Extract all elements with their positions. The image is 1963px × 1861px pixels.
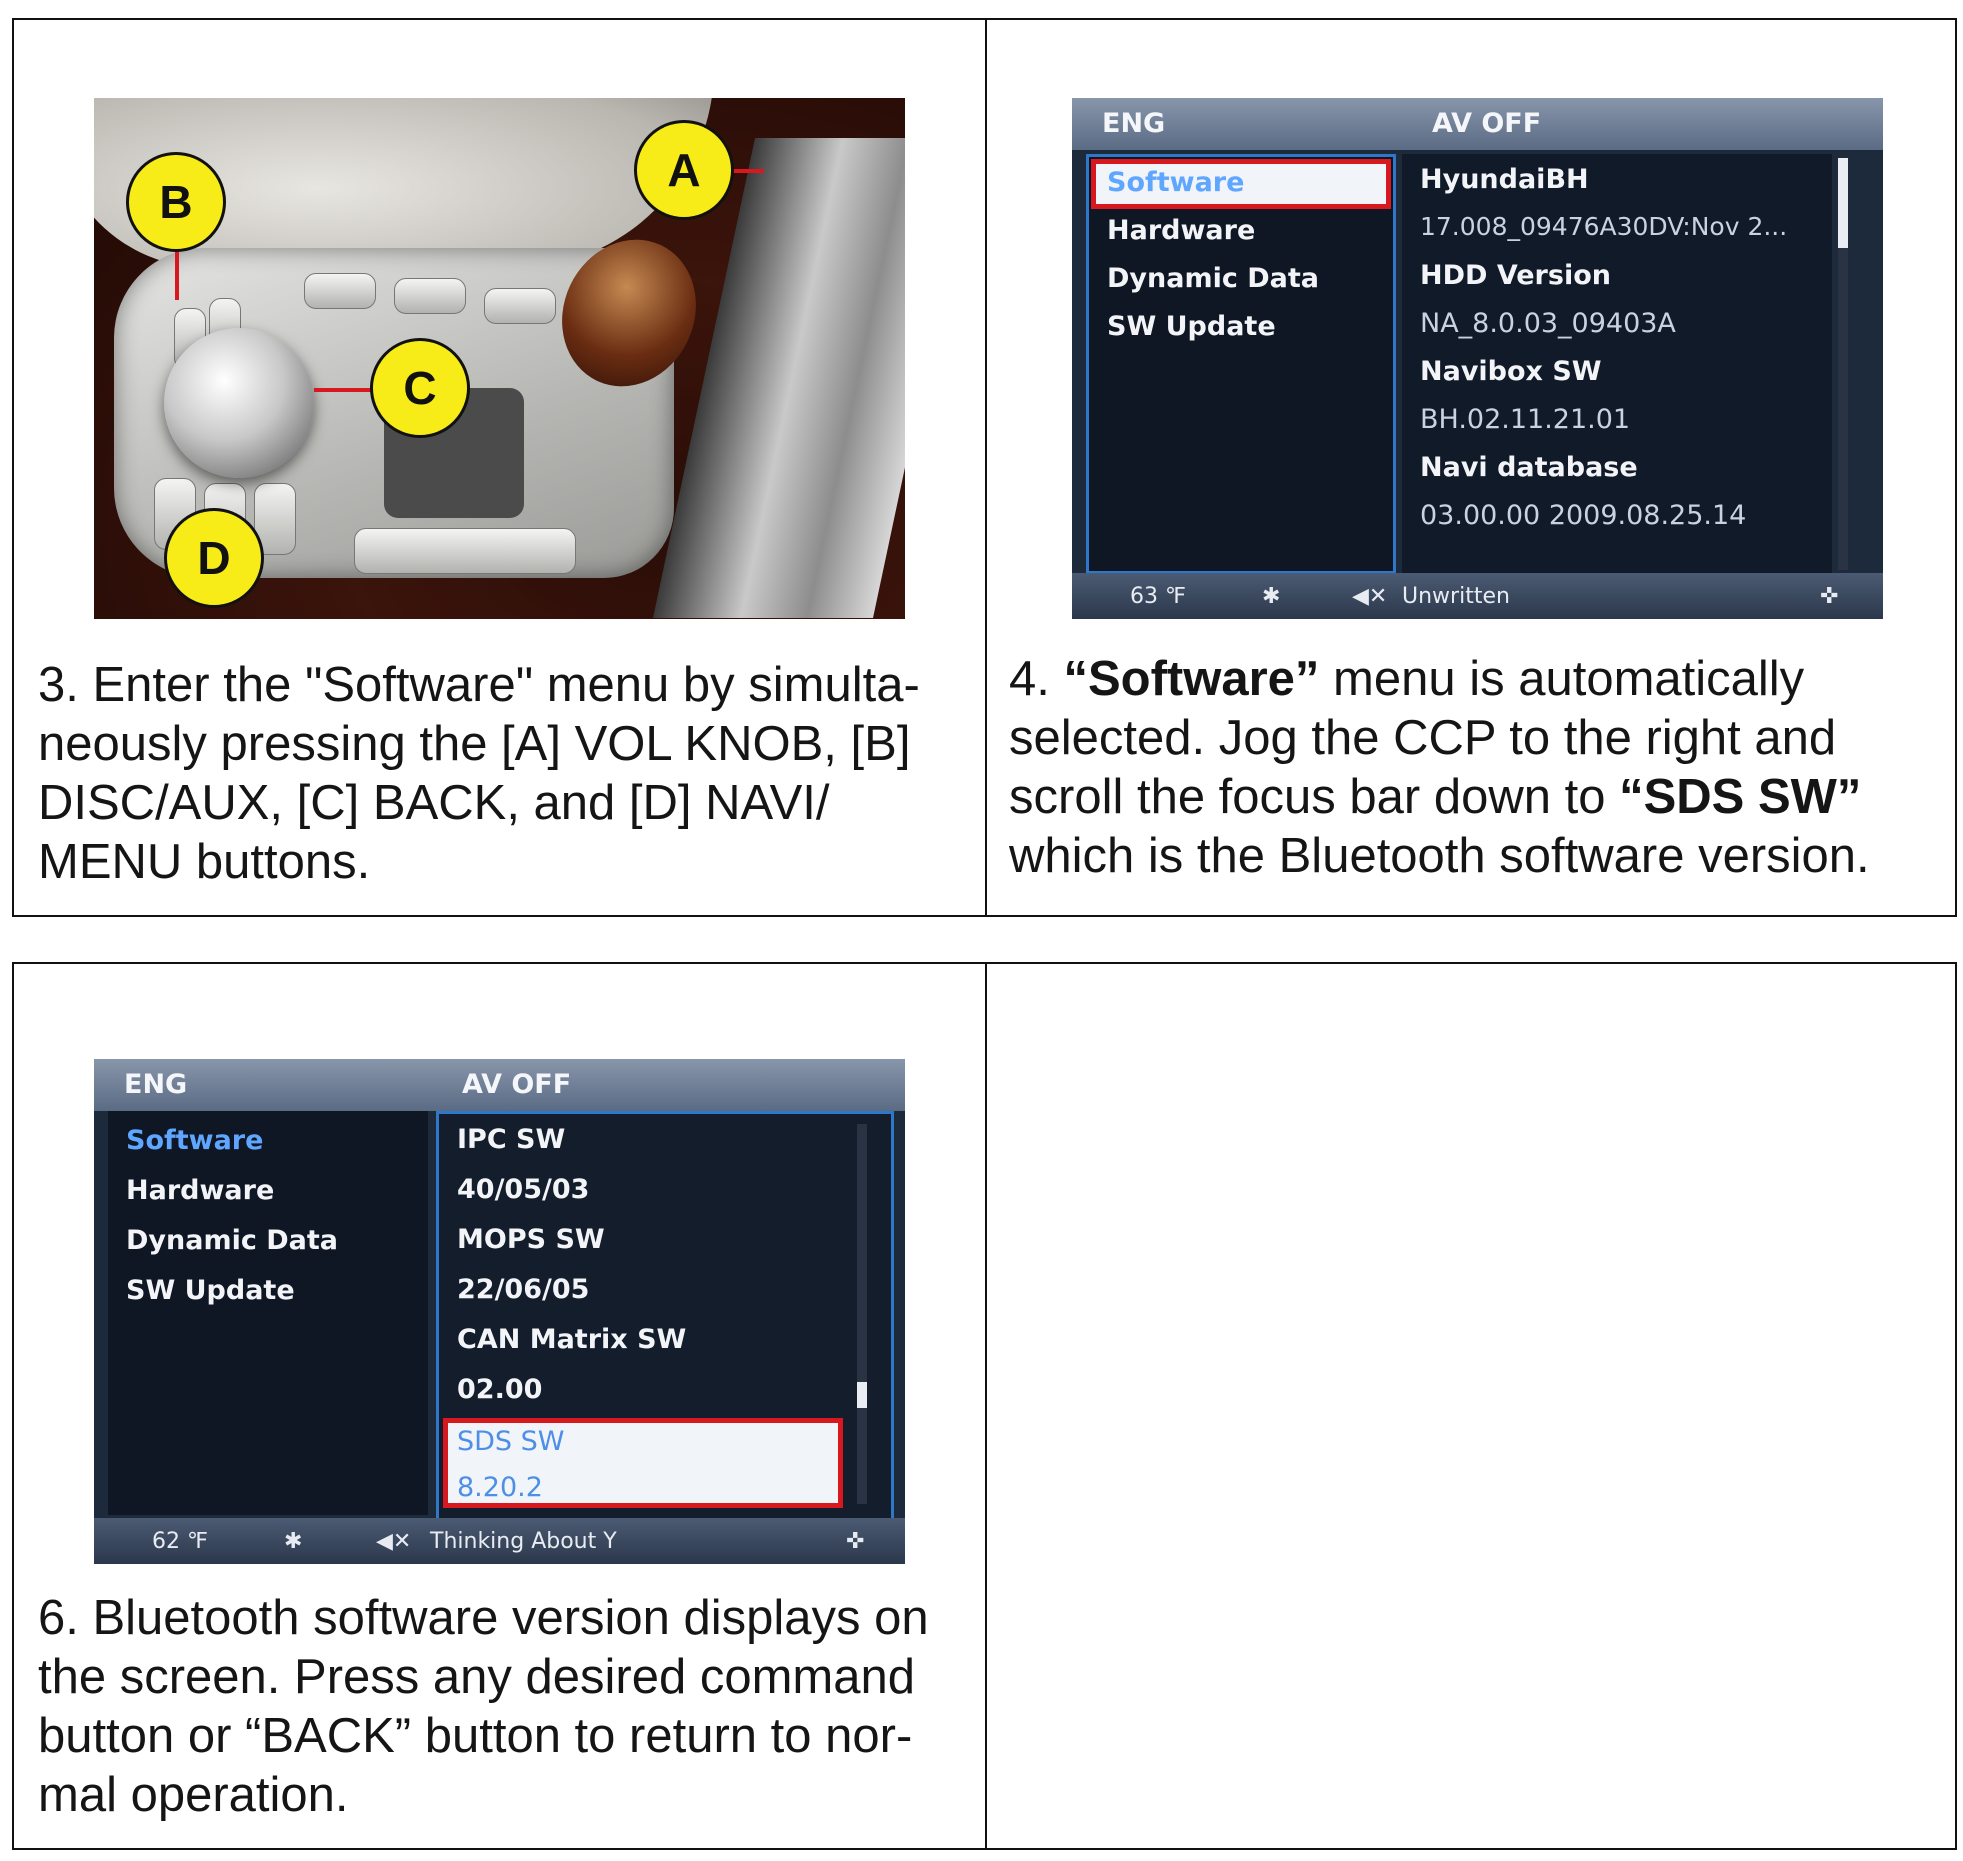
navigation-cross-icon: ✜ [1820,584,1839,609]
software-menu-screen [1072,98,1883,619]
temperature: 63 ℉ [1130,584,1186,609]
track-title: Thinking About Y [430,1529,617,1554]
menu-item-sw-update[interactable]: SW Update [1107,311,1276,342]
scrollbar-thumb[interactable] [1838,158,1848,248]
detail-list [436,1111,894,1521]
empty-cell [987,964,1955,1848]
panel-button-row [354,528,576,574]
caption-line: 6. Bluetooth software version displays on [38,1591,929,1645]
callout-c: C [370,338,470,438]
callout-b: B [126,152,226,252]
callout-c-leader [314,388,374,392]
caption-line: button or “BACK” button to return to nor- [38,1709,913,1763]
menu-item-hardware[interactable]: Hardware [1107,215,1256,246]
panel-button [394,278,466,314]
menu-item-dynamic-data[interactable]: Dynamic Data [126,1225,339,1256]
jog-knob [164,328,314,478]
callout-a: A [634,120,734,220]
callout-d: D [164,508,264,608]
caption-line: 3. Enter the "Software" menu by simulta- [38,658,920,712]
av-status: AV OFF [1432,108,1542,139]
status-bar [1072,573,1883,619]
step-3-cell [14,20,987,915]
step-6-caption [38,1589,929,1825]
detail-list [1402,154,1832,574]
detail-row: NA_8.0.03_09403A [1420,308,1676,339]
panel-button [304,273,376,309]
language-label: ENG [124,1069,188,1100]
instruction-table-bottom [12,962,1957,1850]
caption-bold-sds-sw: “SDS SW” [1619,770,1862,824]
navigation-cross-icon: ✜ [846,1529,865,1554]
detail-row: HyundaiBH [1420,164,1589,195]
caption-text: scroll the focus bar down to [1009,770,1620,824]
detail-row-selected[interactable]: 8.20.2 [457,1472,543,1503]
menu-item-sw-update[interactable]: SW Update [126,1275,295,1306]
track-title: Unwritten [1402,584,1510,609]
bluetooth-icon: ✱ [284,1529,303,1554]
caption-line [1009,650,1870,709]
detail-row: BH.02.11.21.01 [1420,404,1631,435]
speaker-mute-icon: ◀✕ [1352,584,1388,609]
status-bar [94,1518,905,1564]
detail-row: CAN Matrix SW [457,1324,687,1355]
caption-line: selected. Jog the CCP to the right and [1009,711,1837,765]
detail-row-selected[interactable]: SDS SW [457,1426,565,1457]
speaker-mute-icon: ◀✕ [376,1529,412,1554]
detail-row: 22/06/05 [457,1274,590,1305]
center-console-photo [94,98,905,619]
step-4-cell [987,20,1955,915]
caption-line: the screen. Press any desired command [38,1650,915,1704]
detail-row: 03.00.00 2009.08.25.14 [1420,500,1747,531]
scrollbar[interactable] [857,1124,867,1504]
caption-bold-software: “Software” [1063,652,1320,706]
caption-line: neously pressing the [A] VOL KNOB, [B] [38,717,911,771]
menu-item-dynamic-data[interactable]: Dynamic Data [1107,263,1320,294]
temperature: 62 ℉ [152,1529,208,1554]
caption-number: 4. [1009,652,1064,706]
bluetooth-icon: ✱ [1262,584,1281,609]
caption-text: menu is automatically [1319,652,1805,706]
menu-item-hardware[interactable]: Hardware [126,1175,275,1206]
step-6-cell [14,964,987,1848]
sds-sw-screen [94,1059,905,1564]
detail-row: Navibox SW [1420,356,1602,387]
menu-item-software[interactable]: Software [1107,167,1245,198]
detail-row: Navi database [1420,452,1638,483]
screen-header [94,1059,905,1111]
detail-row: 17.008_09476A30DV:Nov 2... [1420,212,1788,241]
step-3-caption [38,656,920,892]
panel-button [484,288,556,324]
caption-line: which is the Bluetooth software version. [1009,829,1870,883]
caption-line [1009,768,1870,827]
detail-row: IPC SW [457,1124,566,1155]
menu-item-software[interactable]: Software [126,1125,264,1156]
menu-list [1086,154,1396,574]
detail-row: 02.00 [457,1374,543,1405]
scrollbar[interactable] [1838,158,1848,570]
step-4-caption [1009,650,1870,886]
caption-line: mal operation. [38,1768,349,1822]
caption-line: DISC/AUX, [C] BACK, and [D] NAVI/ [38,776,830,830]
detail-row: HDD Version [1420,260,1611,291]
menu-list [108,1111,428,1515]
language-label: ENG [1102,108,1166,139]
detail-row: 40/05/03 [457,1174,590,1205]
instruction-table-top [12,18,1957,917]
av-status: AV OFF [462,1069,572,1100]
scrollbar-thumb[interactable] [857,1382,867,1408]
detail-row: MOPS SW [457,1224,605,1255]
screen-header [1072,98,1883,150]
caption-line: MENU buttons. [38,835,371,889]
